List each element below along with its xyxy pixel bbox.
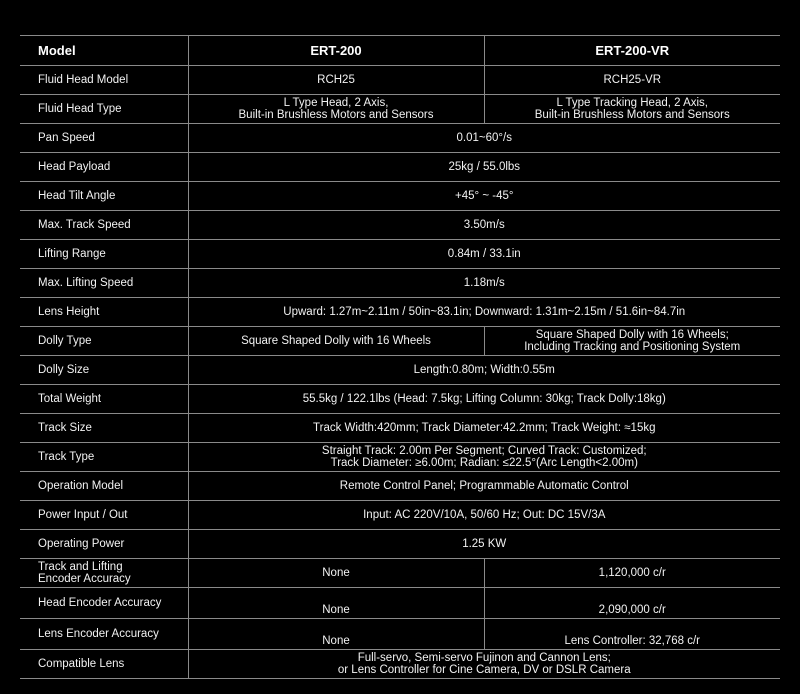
row-label: Compatible Lens bbox=[20, 650, 188, 679]
row-label: Track Type bbox=[20, 443, 188, 472]
cell-shared: Input: AC 220V/10A, 50/60 Hz; Out: DC 15V/3A bbox=[188, 501, 780, 530]
table-row bbox=[20, 356, 780, 385]
row-label: Operating Power bbox=[20, 530, 188, 559]
cell-shared bbox=[188, 443, 780, 472]
cell-shared: 55.5kg / 122.1lbs (Head: 7.5kg; Lifting Column: 30kg; Track Dolly:18kg) bbox=[188, 385, 780, 414]
row-label: Max. Track Speed bbox=[20, 211, 188, 240]
row-label: Operation Model bbox=[20, 472, 188, 501]
cell-line: Track Diameter: ≥6.00m; Radian: ≤22.5°(Arc Length<2.00m) bbox=[330, 457, 638, 469]
cell-ert-200-vr: 2,090,000 c/r bbox=[484, 588, 780, 619]
ert-200-header: ERT-200 bbox=[188, 36, 484, 66]
cell-shared bbox=[188, 650, 780, 679]
cell-ert-200-vr: RCH25-VR bbox=[484, 66, 780, 95]
cell-ert-200: None bbox=[188, 619, 484, 650]
spec-table-container bbox=[20, 35, 780, 679]
label-line: Encoder Accuracy bbox=[38, 573, 131, 585]
cell-line: L Type Head, 2 Axis, bbox=[283, 97, 389, 109]
cell-line: Including Tracking and Positioning System bbox=[524, 341, 741, 353]
table-row bbox=[20, 588, 780, 619]
row-label: Track Size bbox=[20, 414, 188, 443]
cell-shared: 3.50m/s bbox=[188, 211, 780, 240]
cell-shared: Track Width:420mm; Track Diameter:42.2mm; Track Weight: ≈15kg bbox=[188, 414, 780, 443]
table-row bbox=[20, 95, 780, 124]
cell-shared: 0.01~60°/s bbox=[188, 124, 780, 153]
spec-table bbox=[20, 35, 780, 679]
row-label: Lens Encoder Accuracy bbox=[20, 619, 188, 650]
row-label bbox=[20, 559, 188, 588]
table-row bbox=[20, 472, 780, 501]
table-row bbox=[20, 650, 780, 679]
cell-shared: Length:0.80m; Width:0.55m bbox=[188, 356, 780, 385]
table-row bbox=[20, 153, 780, 182]
table-row bbox=[20, 269, 780, 298]
cell-ert-200: Square Shaped Dolly with 16 Wheels bbox=[188, 327, 484, 356]
table-row bbox=[20, 298, 780, 327]
cell-ert-200: None bbox=[188, 559, 484, 588]
row-label: Lens Height bbox=[20, 298, 188, 327]
cell-line: L Type Tracking Head, 2 Axis, bbox=[556, 97, 708, 109]
cell-line: Full-servo, Semi-servo Fujinon and Cannon Lens; bbox=[357, 652, 611, 664]
cell-shared: 0.84m / 33.1in bbox=[188, 240, 780, 269]
cell-shared: 1.18m/s bbox=[188, 269, 780, 298]
cell-line: Square Shaped Dolly with 16 Wheels; bbox=[535, 329, 729, 341]
table-row bbox=[20, 385, 780, 414]
cell-shared: 1.25 KW bbox=[188, 530, 780, 559]
row-label: Max. Lifting Speed bbox=[20, 269, 188, 298]
table-row bbox=[20, 530, 780, 559]
row-label: Pan Speed bbox=[20, 124, 188, 153]
table-row bbox=[20, 559, 780, 588]
table-row bbox=[20, 619, 780, 650]
row-label: Head Payload bbox=[20, 153, 188, 182]
row-label: Power Input / Out bbox=[20, 501, 188, 530]
row-label: Dolly Type bbox=[20, 327, 188, 356]
cell-shared: +45° ~ -45° bbox=[188, 182, 780, 211]
label-line: Track and Lifting bbox=[38, 561, 123, 573]
row-label: Total Weight bbox=[20, 385, 188, 414]
cell-shared: 25kg / 55.0lbs bbox=[188, 153, 780, 182]
table-row bbox=[20, 501, 780, 530]
table-row bbox=[20, 124, 780, 153]
table-row bbox=[20, 182, 780, 211]
cell-ert-200-vr bbox=[484, 327, 780, 356]
row-label: Head Encoder Accuracy bbox=[20, 588, 188, 619]
cell-ert-200: None bbox=[188, 588, 484, 619]
cell-ert-200-vr: Lens Controller: 32,768 c/r bbox=[484, 619, 780, 650]
cell-line: or Lens Controller for Cine Camera, DV or DSLR Camera bbox=[337, 664, 631, 676]
cell-shared: Upward: 1.27m~2.11m / 50in~83.1in; Downward: 1.31m~2.15m / 51.6in~84.7in bbox=[188, 298, 780, 327]
ert-200-vr-header: ERT-200-VR bbox=[484, 36, 780, 66]
row-label: Fluid Head Model bbox=[20, 66, 188, 95]
table-row bbox=[20, 66, 780, 95]
table-row bbox=[20, 327, 780, 356]
cell-ert-200-vr: 1,120,000 c/r bbox=[484, 559, 780, 588]
row-label: Lifting Range bbox=[20, 240, 188, 269]
cell-ert-200-vr bbox=[484, 95, 780, 124]
table-row bbox=[20, 414, 780, 443]
cell-line: Built-in Brushless Motors and Sensors bbox=[238, 109, 434, 121]
cell-line: Built-in Brushless Motors and Sensors bbox=[534, 109, 730, 121]
cell-shared: Remote Control Panel; Programmable Automatic Control bbox=[188, 472, 780, 501]
row-label: Fluid Head Type bbox=[20, 95, 188, 124]
model-header: Model bbox=[20, 36, 188, 66]
table-row bbox=[20, 240, 780, 269]
cell-line: Straight Track: 2.00m Per Segment; Curved Track: Customized; bbox=[321, 445, 647, 457]
cell-ert-200: RCH25 bbox=[188, 66, 484, 95]
row-label: Head Tilt Angle bbox=[20, 182, 188, 211]
cell-ert-200 bbox=[188, 95, 484, 124]
table-row bbox=[20, 211, 780, 240]
row-label: Dolly Size bbox=[20, 356, 188, 385]
header-row bbox=[20, 36, 780, 66]
table-row bbox=[20, 443, 780, 472]
